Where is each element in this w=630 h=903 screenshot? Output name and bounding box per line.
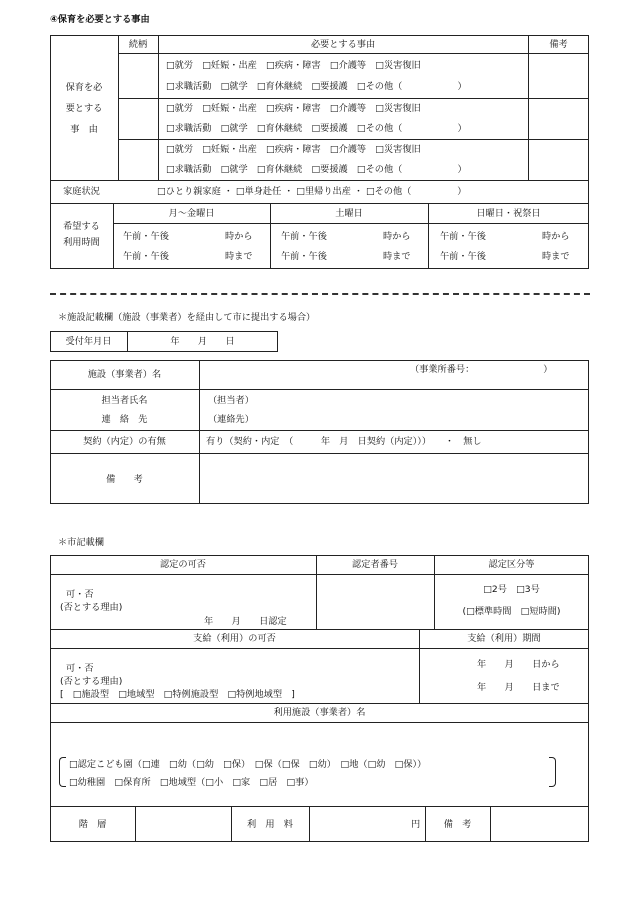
from: 時から	[225, 231, 253, 242]
rule	[118, 139, 589, 140]
rule	[118, 35, 119, 180]
ampm[interactable]: 午前・午後	[440, 251, 486, 262]
ampm[interactable]: 午前・午後	[440, 231, 486, 242]
row-label-3: 事 由	[70, 124, 98, 135]
ampm[interactable]: 午前・午後	[123, 251, 169, 262]
rule	[50, 806, 589, 807]
rule	[158, 35, 159, 180]
section4-title: ④保育を必要とする事由	[50, 14, 150, 25]
until: 時まで	[225, 251, 253, 262]
facility-title: ＊施設記載欄（施設（事業者）を経由して市に提出する場合）	[58, 312, 316, 323]
contact-label: 連 絡 先	[101, 414, 148, 425]
reasons-3b[interactable]: □求職活動 □就学 □育休継続 □要援護 □その他（ ）	[166, 164, 467, 175]
category-options[interactable]: □2号 □3号	[483, 584, 540, 595]
rule	[118, 98, 589, 99]
row-label-2: 要とする	[65, 103, 103, 114]
city-remarks-label: 備 考	[443, 819, 472, 830]
hours-label-2: 利用時間	[63, 237, 100, 248]
ampm[interactable]: 午前・午後	[281, 251, 327, 262]
received-label: 受付年月日	[65, 336, 112, 347]
until: 時まで	[383, 251, 411, 262]
rule	[50, 722, 589, 723]
rule	[199, 360, 200, 504]
contact-name-label: 担当者氏名	[101, 395, 148, 406]
contract-label: 契約（内定）の有無	[83, 436, 166, 447]
facility-line1[interactable]: □認定こども園（□連 □幼（□幼 □保） □保（□保 □幼） □地（□幼 □保））	[69, 759, 427, 770]
rule	[50, 180, 589, 181]
approval-header: 認定の可否	[160, 559, 206, 570]
fee-label: 利 用 料	[247, 819, 293, 830]
reasons-1b[interactable]: □求職活動 □就学 □育休継続 □要援護 □その他（ ）	[166, 81, 467, 92]
rule	[50, 430, 589, 431]
reasons-1a[interactable]: □就労 □妊娠・出産 □疾病・障害 □介護等 □災害復旧	[166, 60, 421, 71]
from: 時から	[383, 231, 411, 242]
rule	[50, 629, 589, 630]
contract-value[interactable]: 有り（契約・内定 （ 年 月 日契約（内定））） ・ 無し	[206, 436, 482, 447]
facility-remarks-label: 備 考	[106, 474, 143, 485]
rule	[113, 223, 589, 224]
floor-label: 階 層	[78, 819, 107, 830]
rule	[490, 806, 491, 842]
office-number[interactable]: （事業所番号： ）	[410, 364, 553, 375]
ampm[interactable]: 午前・午後	[281, 231, 327, 242]
contact-name-value[interactable]: （担当者）	[208, 395, 254, 406]
contact-value[interactable]: （連絡先）	[208, 414, 254, 425]
ampm[interactable]: 午前・午後	[123, 231, 169, 242]
reasons-2a[interactable]: □就労 □妊娠・出産 □疾病・障害 □介護等 □災害復旧	[166, 103, 421, 114]
supply-period-header: 支給（利用）期間	[467, 633, 541, 644]
approval-reason: (否とする理由)	[60, 602, 123, 613]
supply-types[interactable]: [ □施設型 □地域型 □特例施設型 □特例地域型 ]	[60, 689, 295, 700]
right-brace	[549, 757, 556, 787]
rule	[309, 806, 310, 842]
row-label-1: 保育を必	[65, 82, 103, 93]
from: 時から	[542, 231, 570, 242]
col-remarks: 備考	[549, 39, 568, 50]
approver-no-header: 認定者番号	[352, 559, 398, 570]
supply-reason: (否とする理由)	[60, 676, 123, 687]
facility-name-label: 施設（事業者）名	[87, 369, 162, 380]
facility-header: 利用施設（事業者）名	[273, 707, 366, 718]
rule	[50, 389, 589, 390]
family-options[interactable]: □ひとり親家庭 ・ □単身赴任 ・ □里帰り出産 ・ □その他（ ）	[157, 186, 467, 197]
facility-line2[interactable]: □幼稚園 □保育所 □地域型（□小 □家 □居 □事）	[69, 777, 314, 788]
rule	[528, 35, 529, 180]
supply-ok[interactable]: 可・否	[66, 663, 94, 674]
city-title: ＊市記載欄	[58, 537, 104, 548]
until: 時まで	[542, 251, 570, 262]
supply-header: 支給（利用）の可否	[193, 633, 276, 644]
rule	[135, 806, 136, 842]
approval-ok[interactable]: 可・否	[66, 589, 94, 600]
hours-sunday: 日曜日・祝祭日	[476, 208, 541, 219]
col-reason: 必要とする事由	[310, 39, 376, 50]
category-time[interactable]: (□標準時間 □短時間)	[462, 606, 561, 617]
rule	[50, 453, 589, 454]
rule	[50, 203, 589, 204]
approval-date[interactable]: 年 月 日認定	[204, 616, 287, 627]
rule	[50, 648, 589, 649]
hours-saturday: 土曜日	[335, 208, 363, 219]
rule	[118, 53, 589, 54]
reasons-2b[interactable]: □求職活動 □就学 □育休継続 □要援護 □その他（ ）	[166, 123, 467, 134]
yen-unit: 円	[411, 819, 421, 830]
category-header: 認定区分等	[488, 559, 535, 570]
rule	[50, 703, 589, 704]
period-from[interactable]: 年 月 日から	[477, 659, 560, 670]
period-to[interactable]: 年 月 日まで	[477, 682, 560, 693]
hours-label-1: 希望する	[63, 221, 100, 232]
family-label: 家庭状況	[63, 186, 100, 197]
hours-weekday: 月～金曜日	[168, 208, 215, 219]
col-relation: 続柄	[128, 39, 148, 50]
left-brace	[59, 757, 66, 787]
cut-line	[50, 293, 590, 295]
reasons-3a[interactable]: □就労 □妊娠・出産 □疾病・障害 □介護等 □災害復旧	[166, 144, 421, 155]
rule	[50, 574, 589, 575]
received-value[interactable]: 年 月 日	[170, 336, 235, 347]
